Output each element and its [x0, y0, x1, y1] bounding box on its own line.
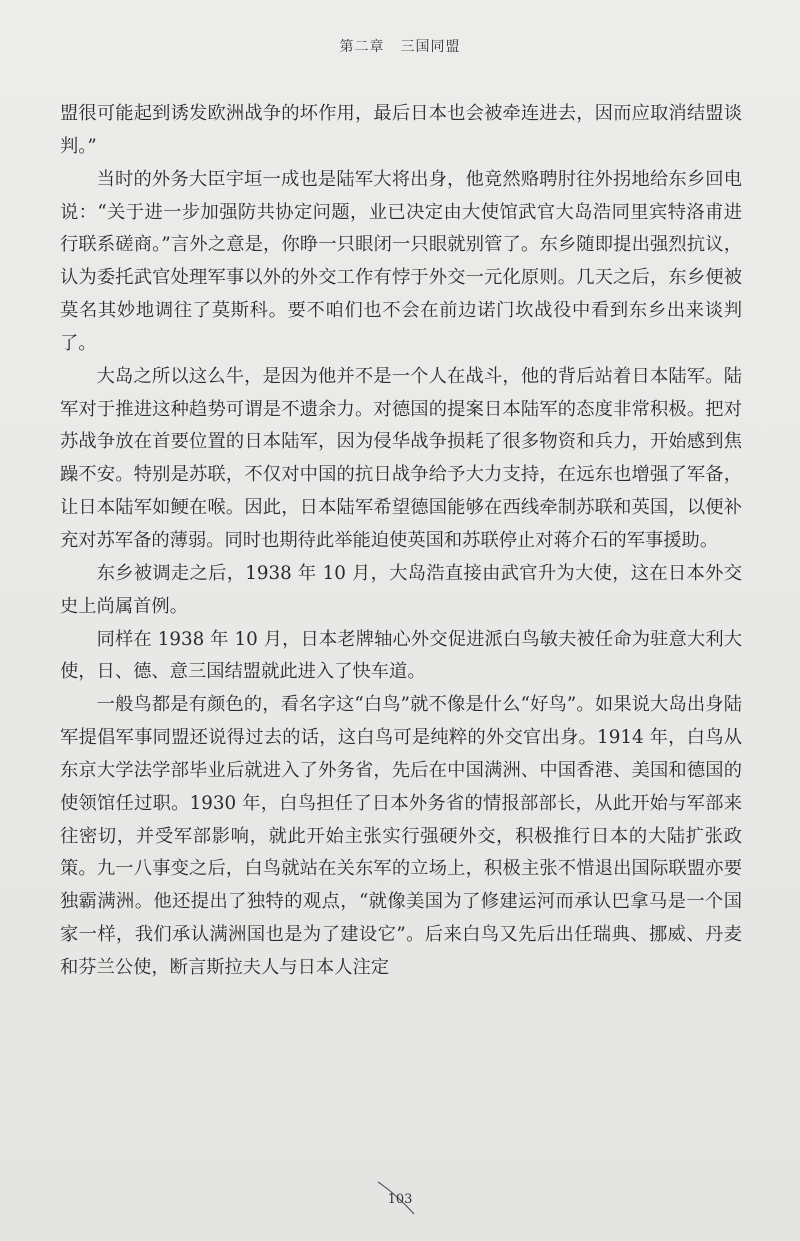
running-header [0, 36, 800, 56]
chapter-title: 三国同盟 [400, 39, 461, 55]
chapter-number: 第二章 [339, 39, 385, 55]
paragraph: 同样在 1938 年 10 月，日本老牌轴心外交促进派白鸟敏夫被任命为驻意大利大使，日、德、意三国结盟就此进入了快车道。 [60, 628, 742, 683]
paragraph-continued: 盟很可能起到诱发欧洲战争的坏作用，最后日本也会被牵连进去，因而应取消结盟谈判。” [60, 103, 742, 157]
page-number: 103 [387, 1192, 413, 1207]
paragraph: 东乡被调走之后，1938 年 10 月，大岛浩直接由武官升为大使，这在日本外交史上尚属首例。 [60, 562, 742, 617]
paragraph: 一般鸟都是有颜色的，看名字这“白鸟”就不像是什么“好鸟”。如果说大岛出身陆军提倡军事同盟还说得过去的话，这白鸟可是纯粹的外交官出身。1914 年，白鸟从东京大学法学部毕业后就进入了外务省，先后在中国满洲、中国香港、美国和德国的使领馆任过职。1930 年，白鸟担任了日本外务省的情报部部长，从此开始与军部来往密切，并受军部影响，就此开始主张实行强硬外交，积极推行日本的大陆扩张政策。九一八事变之后，白鸟就站在关东军的立场上，积极主张不惜退出国际联盟亦要独霸满洲。他还提出了独特的观点，“就像美国为了修建运河而承认巴拿马是一个国家一样，我们承认满洲国也是为了建设它”。后来白鸟又先后出任瑞典、挪威、丹麦和芬兰公使，断言斯拉夫人与日本人注定 [60, 694, 742, 978]
paragraph: 当时的外务大臣宇垣一成也是陆军大将出身，他竟然赂聘肘往外拐地给东乡回电说：“关于进一步加强防共协定问题，业已决定由大使馆武官大岛浩同里宾特洛甫进行联系磋商。”言外之意是，你睁一只眼闭一只眼就别管了。东乡随即提出强烈抗议，认为委托武官处理军事以外的外交工作有悖于外交一元化原则。几天之后，东乡便被莫名其妙地调往了莫斯科。要不咱们也不会在前边诺门坎战役中看到东乡出来谈判了。 [60, 168, 742, 354]
body-text [60, 98, 742, 985]
paragraph: 大岛之所以这么牛，是因为他并不是一个人在战斗，他的背后站着日本陆军。陆军对于推进这种趋势可谓是不遗余力。对德国的提案日本陆军的态度非常积极。把对苏战争放在首要位置的日本陆军，因为侵华战争损耗了很多物资和兵力，开始感到焦躁不安。特别是苏联，不仅对中国的抗日战争给予大力支持，在远东也增强了军备，让日本陆军如鲠在喉。因此，日本陆军希望德国能够在西线牵制苏联和英国，以便补充对苏军备的薄弱。同时也期待此举能迫使英国和苏联停止对蒋介石的军事援助。 [60, 365, 742, 551]
